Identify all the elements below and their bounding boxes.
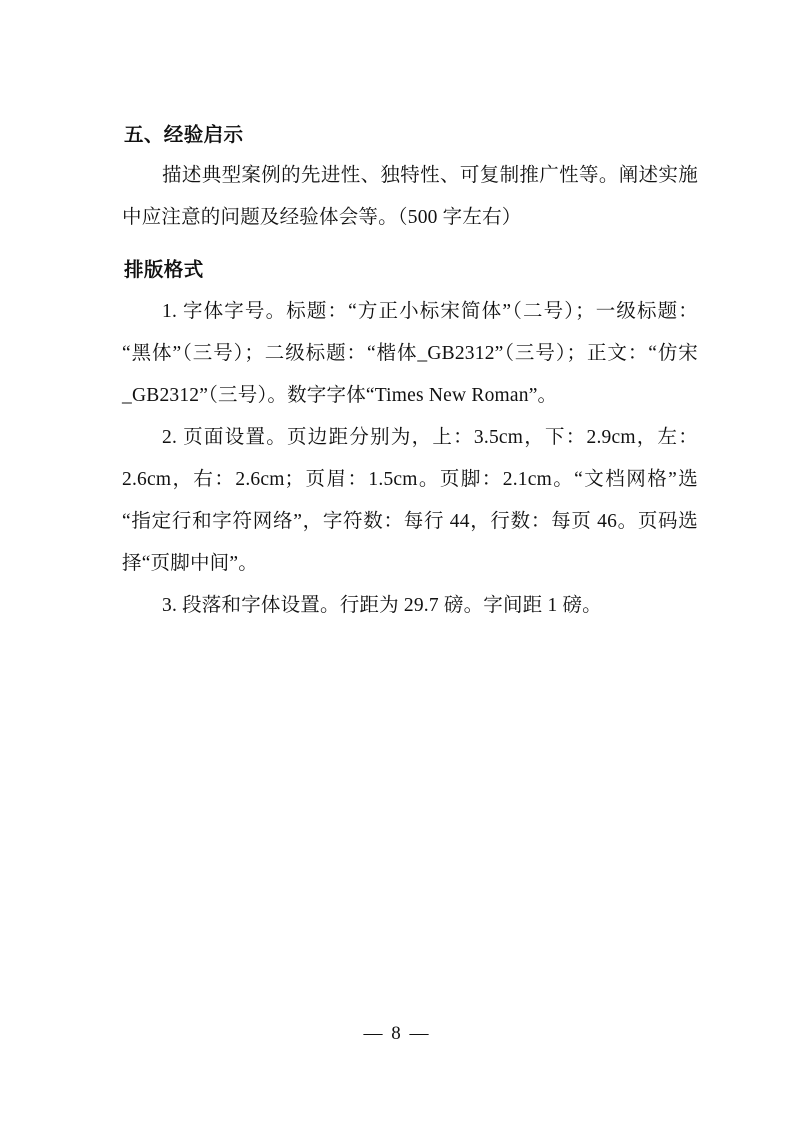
paragraph-format-2: 2. 页面设置。页边距分别为，上：3.5cm，下：2.9cm，左：2.6cm，右：2.6cm；页眉：1.5cm。页脚：2.1cm。“文档网格”选“指定行和字符网络”，字符数：每行 44，行数：每页 46。页码选择“页脚中间”。 <box>122 426 698 574</box>
paragraph-experience-1: 描述典型案例的先进性、独特性、可复制推广性等。阐述实施中应注意的问题及经验体会等。（500 字左右） <box>122 165 698 229</box>
section-layout-format <box>122 255 698 626</box>
document-body <box>122 120 698 627</box>
section-heading-experience: 五、经验启示 <box>124 123 244 146</box>
paragraph-format-1: 1. 字体字号。标题：“方正小标宋简体”（二号）；一级标题：“黑体”（三号）；二级标题：“楷体_GB2312”（三号）；正文：“仿宋_GB2312”（三号）。数字字体“Times New Roman”。 <box>122 300 698 406</box>
paragraph-format-3: 3. 段落和字体设置。行距为 29.7 磅。字间距 1 磅。 <box>162 594 602 616</box>
page-number: — 8 — <box>363 1023 431 1044</box>
section-heading-format: 排版格式 <box>124 258 204 282</box>
